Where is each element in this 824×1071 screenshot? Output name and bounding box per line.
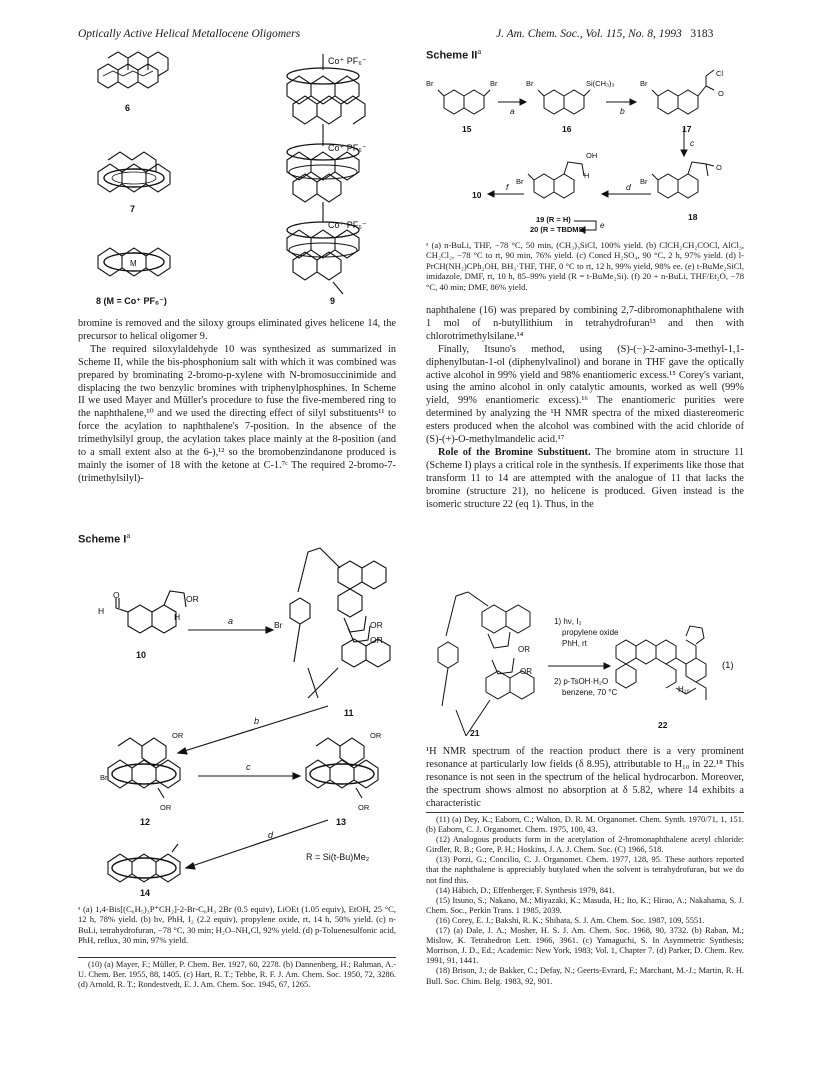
s2-br-17: Br <box>640 79 648 88</box>
page-number: 3183 <box>690 28 714 40</box>
r-group-definition: R = Si(t-Bu)Me₂ <box>306 852 370 862</box>
compound-label-9: 9 <box>330 296 336 306</box>
scheme1-atom-h-10: H <box>174 612 181 622</box>
right-references <box>426 815 744 987</box>
scheme1-atom-h: H <box>98 606 105 616</box>
scheme-1-title-sup: a <box>126 530 131 540</box>
left-references <box>78 960 396 990</box>
reference-14: (14) Häbich, D.; Effenberger, F. Synthesis 1979, 841. <box>436 885 615 895</box>
metallocene-7-drawing <box>98 152 170 192</box>
helicene-6-drawing <box>98 52 168 88</box>
reference-15: (15) Itsuno, S.; Nakano, M.; Miyazaki, K.; Masuda, H.; Ito, K.; Hirao, A.; Nakahama, S. J. Chem. Soc., Perkin Trans. 1 1985, 2039. <box>426 895 744 915</box>
compound-label-21: 21 <box>470 728 480 738</box>
eq1-or-a: OR <box>518 645 530 654</box>
compound-label-19: 19 (R = H) <box>536 215 571 224</box>
compound-label-12: 12 <box>140 817 151 827</box>
s2-cl-17: Cl <box>716 69 724 78</box>
compound-label-17: 17 <box>682 124 692 134</box>
compound-label-22: 22 <box>658 720 668 730</box>
s2-o-18: O <box>716 163 722 172</box>
journal-citation: J. Am. Chem. Soc., Vol. 115, No. 8, 1993 <box>496 28 682 40</box>
left-footnote-divider <box>78 957 396 958</box>
right-paragraph-4-wrap <box>426 746 744 811</box>
compound-16-drawing <box>538 90 590 114</box>
compound-18-drawing <box>652 162 714 198</box>
compound-label-14: 14 <box>140 888 151 898</box>
scheme1-atom-or-11b: OR <box>370 635 383 645</box>
s2-arrow-f: f <box>506 182 509 192</box>
s2-br-15a: Br <box>426 79 434 88</box>
scheme1-atom-br-12: Br <box>100 773 108 782</box>
eq1-condition-3: PhH, rt <box>562 639 587 648</box>
compound-label-7: 7 <box>130 204 136 214</box>
right-paragraph-2: Finally, Itsuno's method, using (S)-(−)-2-amino-3-methyl-1,1-diphenylbutan-1-ol (diphenylvalinol) and borane in THF gave the optically active alcohol in 99% yield and 98% enantiomeric excess.¹⁵ Corey's variant, using the amino alcohol in only catalytic amounts, worked as well (99% yield, 99% enantiomeric excess).¹⁶ The enantiomeric purities were determined by analyzing the ¹H NMR spectra of the mixed diastereomeric esters produced when the alcohol was combined with the acid chloride of (S)-(+)-O-methylmandelic acid.¹⁷ <box>426 343 744 446</box>
eq1-condition-2: propylene oxide <box>562 628 619 637</box>
s2-arrow-b: b <box>620 106 625 116</box>
right-paragraph-1: naphthalene (16) was prepared by combining 2,7-dibromonaphthalene with 1 mol of n-butyllithium in tetrahydrofuran¹³ and then with chlorotrimethylsilane.¹⁴ <box>426 305 744 342</box>
eq1-or-b: OR <box>520 667 532 676</box>
reference-11: (11) (a) Dey, K.; Eaborn, C.; Walton, D. R. M. Organomet. Chem. Synth. 1970/71, 1, 151. (b) Eaborn, C. J. Organomet. Chem. 1975, 100, 43. <box>426 815 744 835</box>
left-paragraph-2: The required siloxylaldehyde 10 was synthesized as summarized in Scheme II, while the bis-phosphonium salt with which it was combined was prepared by brominating 2-bromo-p-xylene with N-bromosuccinimide and displacing the two benzylic bromines with triphenylphosphines. In Scheme II we used Mayer and Müller's procedure to fuse the five-membered ring to the naphthalene,¹⁰ and we used the directing effect of silyl substituents¹¹ to force the acylation to naphthalene's 7-position. In the absence of the trimethylsilyl group, the acylation takes place mainly at the 8-position (and to a small extent also at the 6-),¹² so the bromobenzindanone produced is mainly the isomer of 18 with the ketone at C-1.⁷ᶜ The required 2-bromo-7-(trimethylsilyl)- <box>78 343 396 484</box>
compound-13-drawing <box>306 738 378 798</box>
s2-br-16: Br <box>526 79 534 88</box>
s2-arrow-a: a <box>510 106 515 116</box>
left-paragraph-1: bromine is removed and the siloxy groups eliminated gives helicene 14, the precursor to helical oligomer 9. <box>78 318 396 342</box>
compound-12-drawing <box>108 738 180 798</box>
scheme-2-title: Scheme II <box>426 49 478 62</box>
right-paragraph-4: ¹H NMR spectrum of the reaction product there is a very prominent resonance at particularly low fields (δ 8.95), attributable to H₁₀ in 22.¹⁸ This resonance is not seen in the spectrum of the helical hydrocarbon. Moreover, the spectrum shows almost no absorption at δ 5.82, where 14 exhibits a characteristic <box>426 746 744 809</box>
s2-arrow-c: c <box>690 138 695 148</box>
oligomer-9-drawing <box>287 54 365 294</box>
equation-number: (1) <box>722 660 734 671</box>
s2-br-18: Br <box>640 177 648 186</box>
scheme1-arrow-a-label: a <box>228 616 234 626</box>
eq1-condition-4: 2) p-TsOH·H₂O <box>554 677 609 686</box>
compound-19-drawing <box>528 162 584 198</box>
compound-14-drawing <box>108 844 180 882</box>
scheme-2-figure <box>426 62 744 232</box>
scheme1-atom-or-12: OR <box>172 731 184 740</box>
compound-15-drawing <box>438 90 490 114</box>
compound-label-15: 15 <box>462 124 472 134</box>
s2-o-17: O <box>718 89 724 98</box>
reference-18: (18) Brison, J.; de Bakker, C.; Defay, N.; Geerts-Evrard, F.; Marchant, M.-J.; Martin, R. H. Bull. Soc. Chim. Belg. 1983, 92, 901. <box>426 966 744 986</box>
scheme1-atom-br-11: Br <box>274 620 283 630</box>
metal-atom-label: M <box>130 259 137 268</box>
s2-h-19: H <box>584 171 590 180</box>
compound-label-8: 8 (M = Co⁺ PF₆⁻) <box>96 296 167 306</box>
scheme1-atom-o: O <box>113 590 120 600</box>
scheme-2-title-wrap <box>426 46 744 63</box>
scheme1-atom-or-11a: OR <box>370 620 383 630</box>
scheme-2-footnote: ᵃ (a) n-BuLi, THF, −78 °C, 50 min, (CH₃)₃SiCl, 100% yield. (b) ClCH₂CH₂COCl, AlCl₃, CH₂Cl₂, −78 °C to rt, 90 min, 76% yield. (c) Concd H₂SO₄, 90 °C, 2 h, 97% yield. (d) l-PrCH(NH₂)CPh₂OH, BH₃·THF, THF, 0 °C to rt, 12 h, 99% yield, 98% ee. (e) t-BuMe₂SiCl, imidazole, DMF, rt, 10 h, 85–99% yield (R = t-BuMe₂Si). (f) 20 + n-BuLi, THF/Et₂O, −78 °C, 40 min; DMF, 86% yield. <box>426 240 744 292</box>
structures-6-9-figure <box>78 44 396 309</box>
scheme1-atom-or-13: OR <box>370 731 382 740</box>
reference-12: (12) Analogous products form in the acetylation of 2-bromonaphthalene acetyl chloride: Girdler, R. B.; Gore, P. H.; Hoskins, J. A. J. Chem. Soc. (C) 1966, 518. <box>426 835 744 855</box>
scheme-1-title: Scheme I <box>78 533 127 546</box>
eq1-condition-5: benzene, 70 °C <box>562 688 618 697</box>
scheme1-atom-or-12b: OR <box>160 803 172 812</box>
compound-label-11: 11 <box>344 708 354 718</box>
left-column-body <box>78 318 396 486</box>
running-header-title: Optically Active Helical Metallocene Oligomers <box>78 28 301 40</box>
right-column-body <box>426 305 744 512</box>
reference-13: (13) Porzi, G.; Concilio, C. J. Organomet. Chem. 1977, 128, 95. These authors reported that the naphthalene is appreciably butylated when the solvent is tetrahydrofuran, but we do not find this. <box>426 855 744 885</box>
compound-label-16: 16 <box>562 124 572 134</box>
compound-21-drawing <box>438 592 534 736</box>
reference-10: (10) (a) Mayer, F.; Müller, P. Chem. Ber. 1927, 60, 2278. (b) Dannenberg, H.; Rahman, A.-U. Chem. Ber. 1955, 88, 1405. (c) Hart, R. T.; Tebbe, R. F. J. Am. Chem. Soc. 1950, 72, 3286. (d) Arnold, R. T.; Rondestvedt, E. J. Am. Chem. Soc. 1945, 67, 1265. <box>78 960 396 990</box>
scheme1-atom-or-13b: OR <box>358 803 370 812</box>
s2-sime3-16: Si(CH₃)₃ <box>586 79 615 88</box>
compound-17-drawing <box>652 70 714 114</box>
s2-label-10: 10 <box>472 190 482 200</box>
cobalt-label-2: Co⁺ PF₆⁻ <box>328 143 367 153</box>
reference-17: (17) (a) Dale, J. A.; Mosher, H. S. J. Am. Chem. Soc. 1968, 90, 3732. (b) Raban, M.; Mislow, K. Tetrahedron Lett. 1966, 3961. (c) Yamaguchi, S. In Asymmetric Synthesis; Morrison, J. D., Ed.; Academic: New York, 1983; Vol. 1, Chapter 7. (d) Parker, D. Chem. Rev. 1991, 91, 1441. <box>426 926 744 966</box>
compound-label-18: 18 <box>688 212 698 222</box>
reference-16: (16) Corey, E. J.; Bakshi, R. K.; Shibata, S. J. Am. Chem. Soc. 1987, 109, 5551. <box>436 915 705 925</box>
scheme-1-figure <box>78 548 396 900</box>
scheme-1-footnote: ᵃ (a) 1,4-Bis[(C₆H₅)₃P⁺CH₂]-2-Br-C₆H₃ 2Br (0.5 equiv), LiOEt (1.05 equiv), EtOH, 25 °C, 12 h, 78% yield. (b) hν, PhH, I₂ (2.2 equiv), propylene oxide, rt, 14 h, 50% yield. (c) n-BuLi, tetrahydrofuran, −78 °C, 30 min; H₂O–NH₄Cl, 92% yield. (d) p-Toluenesulfonic acid, PhH, reflux, 30 min, 97% yield. <box>78 904 396 946</box>
eq1-condition-1: 1) hν, I₂ <box>554 617 582 626</box>
right-footnote-divider <box>426 812 744 813</box>
scheme-1-title-wrap <box>78 530 396 547</box>
cobalt-label-1: Co⁺ PF₆⁻ <box>328 56 367 66</box>
scheme1-arrow-b-label: b <box>254 716 260 726</box>
compound-label-6: 6 <box>125 103 131 113</box>
compound-22-drawing <box>616 626 706 700</box>
s2-oh-19: OH <box>586 151 598 160</box>
compound-label-20: 20 (R = TBDMS) <box>530 225 587 234</box>
scheme1-arrow-c-label: c <box>246 762 251 772</box>
eq1-h10: H₁₀ <box>678 685 690 694</box>
scheme1-atom-or-10: OR <box>186 594 199 604</box>
s2-br-19: Br <box>516 177 524 186</box>
s2-arrow-d: d <box>626 182 631 192</box>
section-heading-bromine: Role of the Bromine Substituent. <box>438 446 591 458</box>
equation-1-figure <box>426 588 744 738</box>
compound-label-13: 13 <box>336 817 347 827</box>
compound-label-10: 10 <box>136 650 147 660</box>
s2-arrow-e: e <box>600 221 605 230</box>
running-header-journal <box>496 28 713 40</box>
cobalt-label-3: Co⁺ PF₆⁻ <box>328 220 367 230</box>
scheme-2-title-sup: a <box>477 46 482 56</box>
right-paragraph-3-body: The bromine atom in structure 11 (Scheme I) plays a critical role in the synthesis. If experiments like those that transform 11 to 14 are attempted with the analogue of 11 that lacks the bromine (structure 21), no helicene is produced. Given instead is the isomeric structure 22 (eq 1). Thus, in the <box>426 446 744 510</box>
right-paragraph-3 <box>426 447 744 512</box>
scheme1-arrow-d-label: d <box>268 830 274 840</box>
s2-br-15b: Br <box>490 79 498 88</box>
